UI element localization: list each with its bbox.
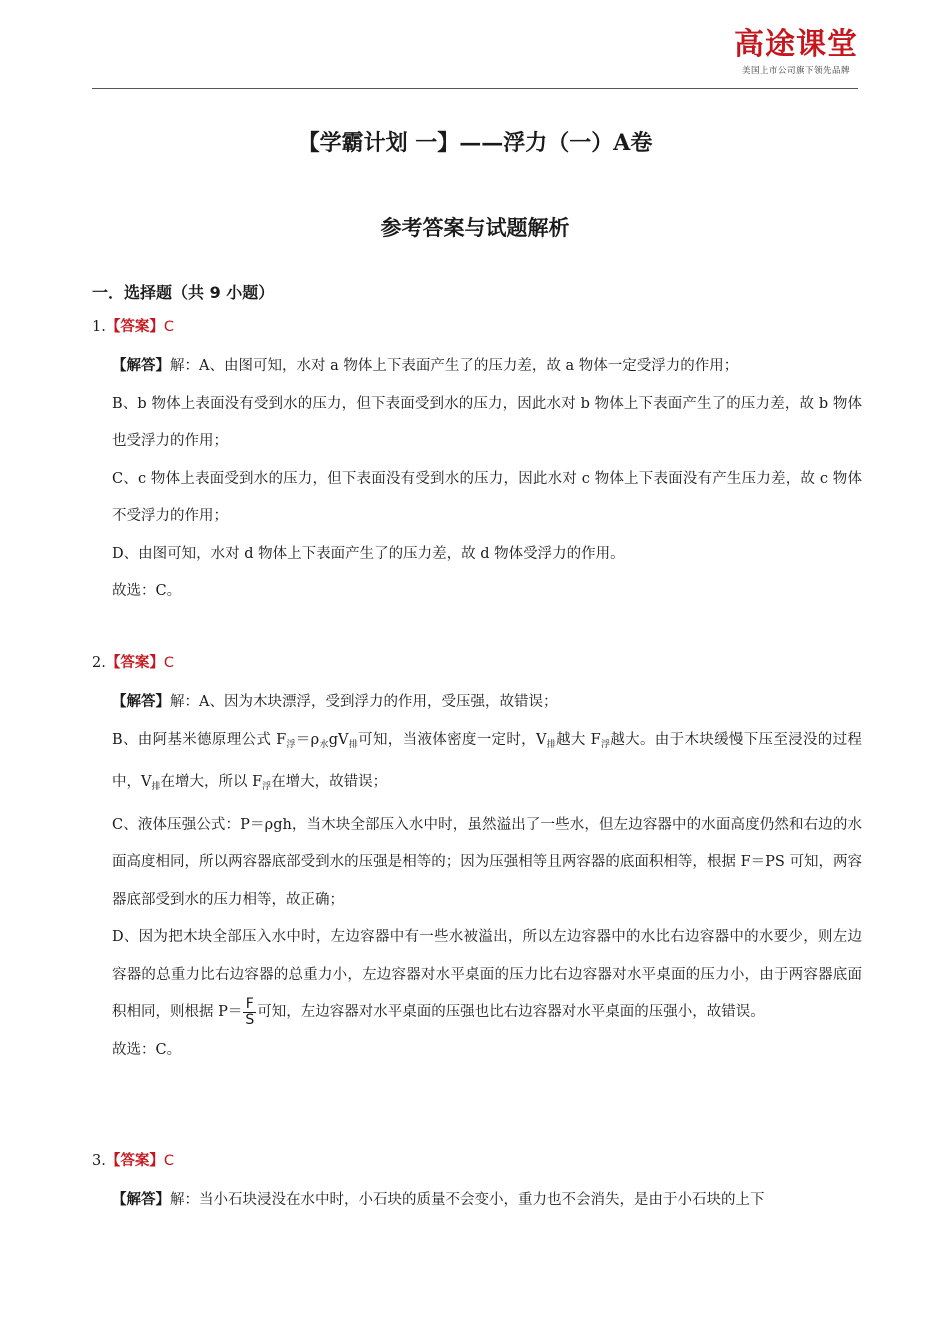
text-run: 越大。由于木块缓慢下压至浸没的过程中，V <box>112 731 862 790</box>
text-run: gV <box>328 731 349 748</box>
option-d-explanation: D、由图可知，水对 d 物体上下表面产生了的压力差，故 d 物体受浮力的作用。 <box>112 545 625 562</box>
brand-logo <box>734 28 858 76</box>
subscript: 浮 <box>600 739 611 750</box>
solution-text: 解：A、由图可知，水对 a 物体上下表面产生了的压力差，故 a 物体一定受浮力的作用； <box>170 358 739 374</box>
question-number: 3. <box>92 1153 106 1169</box>
answer-line <box>92 1150 862 1172</box>
solution-paragraph <box>92 683 862 722</box>
page-title: 【学霸计划 一】——浮力（一）A卷 <box>297 130 653 156</box>
solution-label: 【解答】 <box>112 693 170 710</box>
subscript: 浮 <box>286 739 296 750</box>
final-choice: 故选：C。 <box>112 583 182 599</box>
page-subtitle: 参考答案与试题解析 <box>380 215 570 240</box>
answer-line <box>92 652 862 674</box>
answer-value: C <box>163 1153 174 1169</box>
subscript: 浮 <box>262 782 272 792</box>
text-run: 可知，左边容器对水平桌面的压强也比右边容器对水平桌面的压强小，故错误。 <box>257 1004 765 1020</box>
subscript: 水 <box>319 739 329 750</box>
question-number: 2. <box>92 655 106 671</box>
text-run: 在增大，所以 F <box>160 774 263 790</box>
option-b-explanation: B、b 物体上表面没有受到水的压力，但下表面受到水的压力，因此水对 b 物体上下表面产生了的压力差，故 b 物体也受浮力的作用； <box>112 395 862 449</box>
question-2 <box>92 652 862 1069</box>
option-d-explanation <box>92 919 862 1032</box>
question-3 <box>92 1150 862 1220</box>
text-run: D、因为把木块全部压入水中时，左边容器中有一些水被溢出，所以左边容器中的水比右边容器中的水要少，则左边容器的总重力比右边容器的总重力小，左边容器对水平桌面的压力比右边容器对水平桌面的压力小，由于两容器底面积相同，则根据 P＝ <box>112 929 862 1020</box>
subscript: 排 <box>348 739 359 750</box>
question-number: 1. <box>92 319 106 335</box>
solution-label: 【解答】 <box>112 357 170 374</box>
answer-tag: 【答案】 <box>105 319 164 335</box>
solution-paragraph <box>92 347 862 386</box>
logo-tagline: 美国上市公司旗下领先品牌 <box>741 66 850 76</box>
logo-text: 高途课堂 <box>734 27 858 62</box>
answer-value: C <box>163 319 174 335</box>
solution-text: 解：当小石块浸没在水中时，小石块的质量不会变小，重力也不会消失，是由于小石块的上下 <box>170 1192 765 1208</box>
fraction-denominator: S <box>245 1011 255 1028</box>
text-run: ＝ρ <box>295 731 320 748</box>
text-run: 可知，当液体密度一定时，V <box>358 731 547 748</box>
subscript: 排 <box>546 739 557 750</box>
option-c-explanation: C、c 物体上表面受到水的压力，但下表面没有受到水的压力，因此水对 c 物体上下表面没有产生压力差，故 c 物体不受浮力的作用； <box>112 470 862 524</box>
text-run: 越大 F <box>556 731 601 748</box>
header-rule <box>92 88 858 89</box>
solution-label: 【解答】 <box>112 1191 170 1208</box>
subscript: 排 <box>151 782 161 792</box>
solution-text: 解：A、因为木块漂浮，受到浮力的作用，受压强，故错误； <box>170 694 558 710</box>
answer-tag: 【答案】 <box>105 1153 164 1169</box>
text-run: 在增大，故错误； <box>271 774 388 790</box>
answer-tag: 【答案】 <box>105 655 164 671</box>
fraction-f-over-s <box>243 997 256 1028</box>
text-run: B、由阿基米德原理公式 F <box>112 731 287 748</box>
option-c-explanation: C、液体压强公式：P＝ρgh，当木块全部压入水中时，虽然溢出了一些水，但左边容器中的水面高度仍然和右边的水面高度相同，所以两容器底部受到水的压强是相等的；因为压强相等且两容器的底面积相等，根据 F＝PS 可知，两容器底部受到水的压力相等，故正确； <box>112 816 862 908</box>
solution-paragraph <box>92 1181 862 1220</box>
question-1 <box>92 316 862 611</box>
option-b-explanation <box>92 722 862 807</box>
answer-line <box>92 316 862 338</box>
section-heading: 一．选择题（共 9 小题） <box>92 283 275 302</box>
answer-value: C <box>163 655 174 671</box>
final-choice: 故选：C。 <box>112 1041 182 1058</box>
fraction-numerator: F <box>243 997 256 1013</box>
